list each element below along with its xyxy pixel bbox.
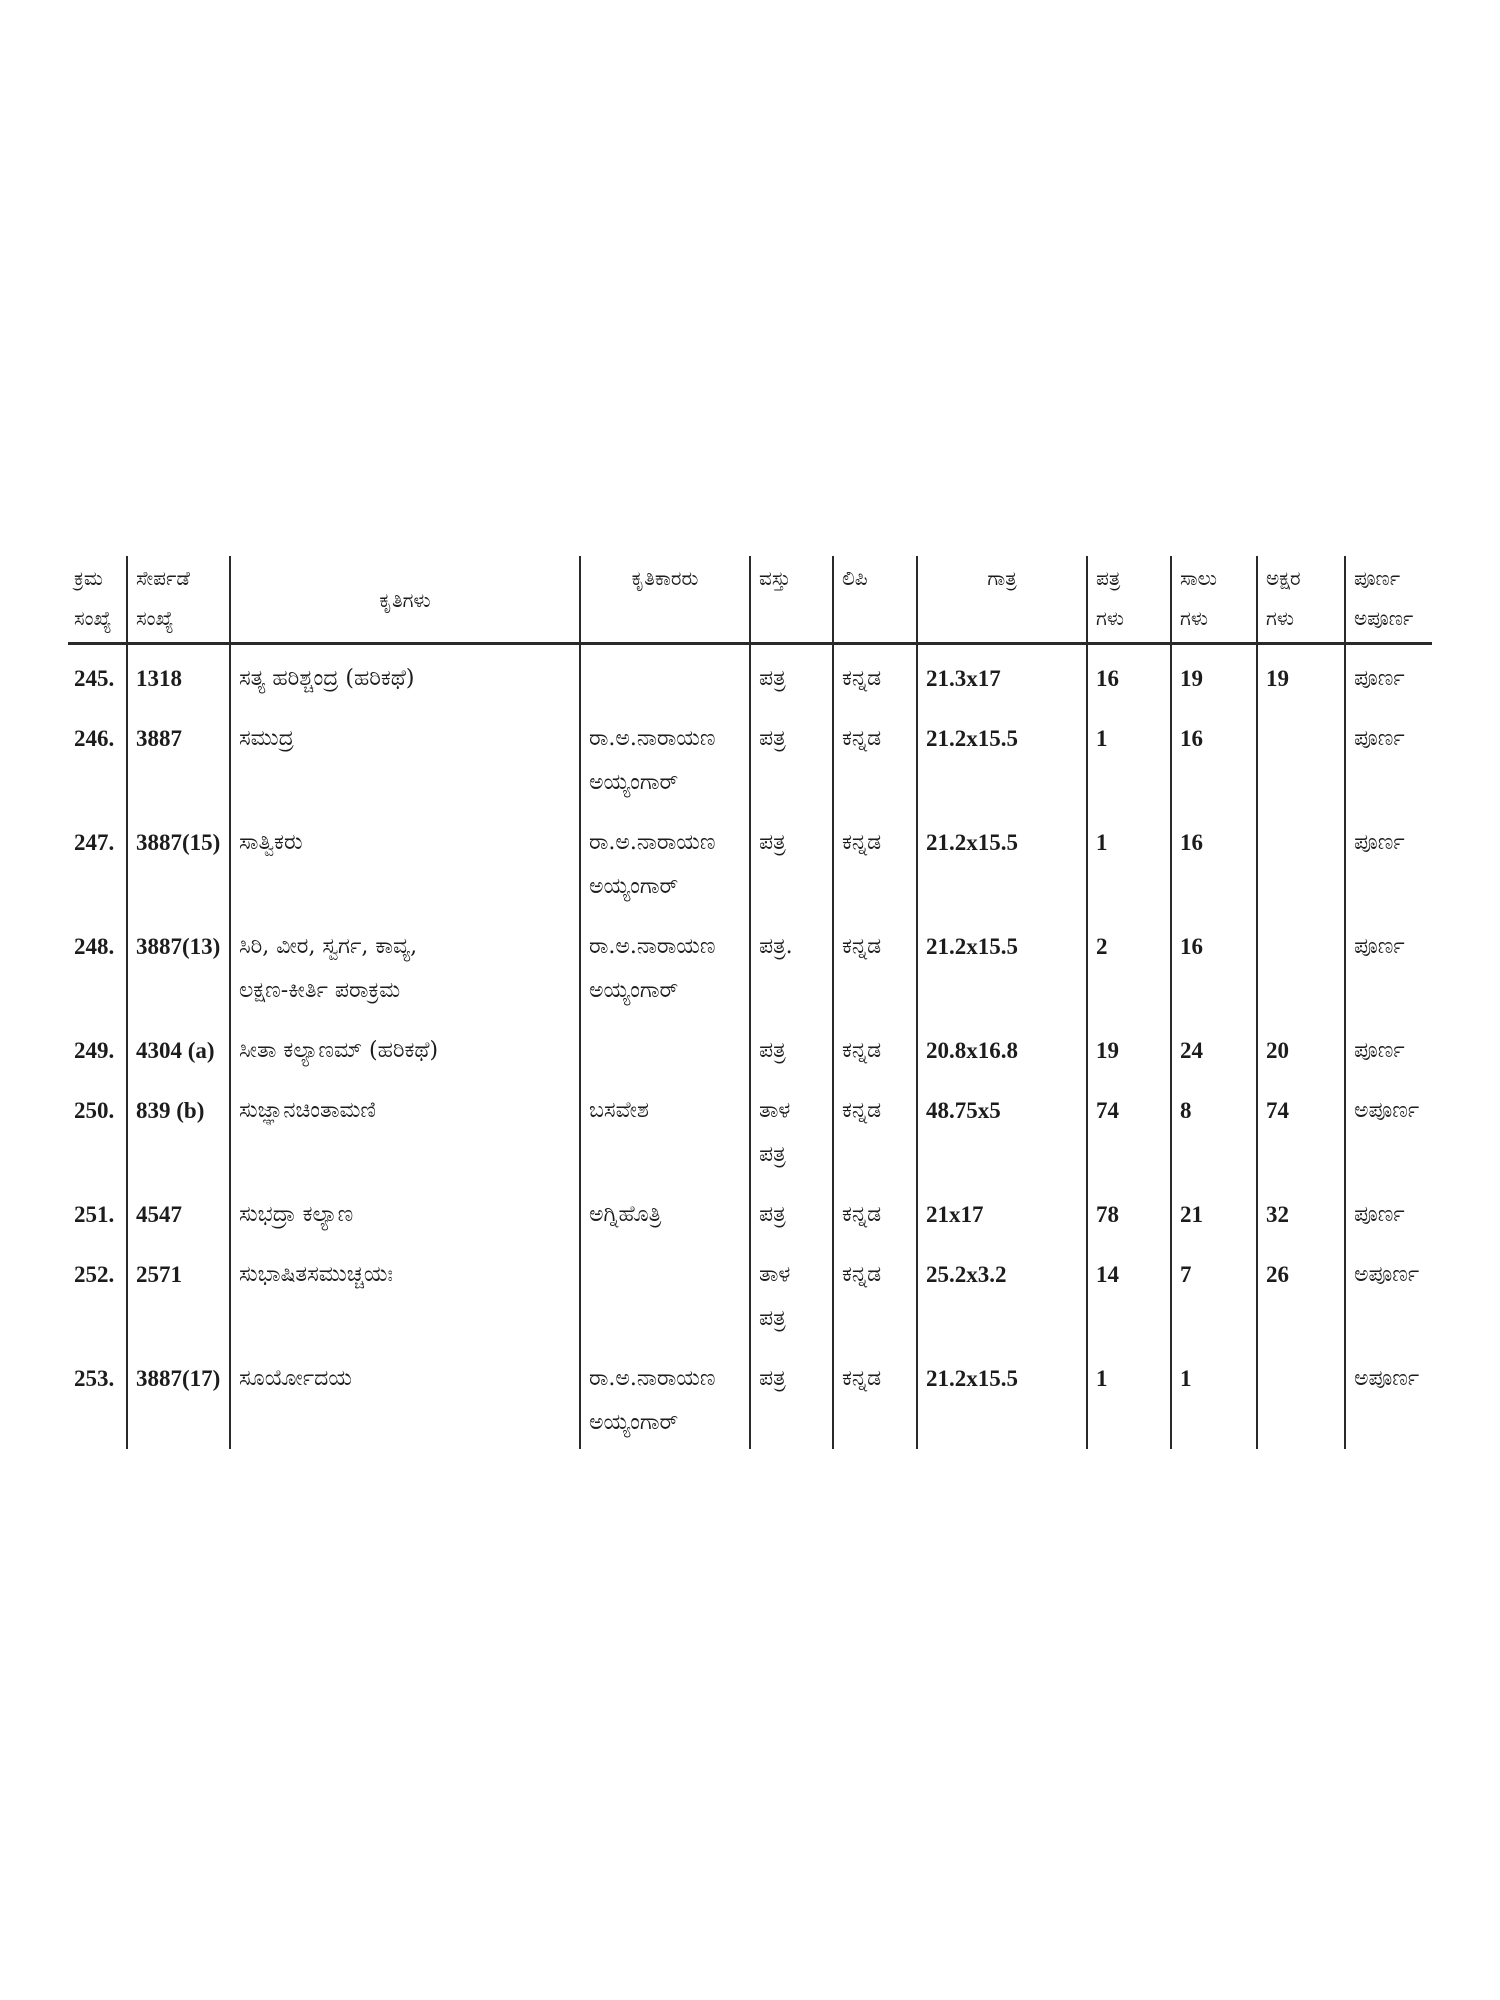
header-serial-number: [68, 556, 127, 644]
material-cell-line: ಪತ್ರ: [759, 726, 786, 751]
leaves-count-cell: 78: [1087, 1181, 1171, 1241]
accession-number-cell: 4547: [127, 1181, 230, 1241]
header-size: ಗಾತ್ರ: [917, 556, 1087, 644]
letters-count-cell: 32: [1257, 1181, 1345, 1241]
size-cell: 20.8x16.8: [917, 1017, 1087, 1077]
author-cell: [580, 913, 750, 1017]
serial-number-cell: 253.: [74, 1366, 115, 1391]
material-cell-line: ತಾಳ: [759, 1098, 791, 1123]
material-cell-line: ಪತ್ರ: [759, 666, 786, 691]
header-status: [1345, 556, 1432, 644]
material-cell: [750, 1077, 833, 1181]
author-cell: [580, 1181, 750, 1241]
header-lines: [1171, 556, 1257, 644]
header-letters: [1257, 556, 1345, 644]
serial-number-cell: 250.: [74, 1098, 115, 1123]
letters-count-cell: 74: [1257, 1077, 1345, 1181]
author-cell: [580, 705, 750, 809]
author-cell-line: ಅಗ್ನಿಹೊತ್ರಿ: [589, 1202, 662, 1227]
completeness-status-cell: ಪೂರ್ಣ: [1345, 1017, 1432, 1077]
size-cell: 21.2x15.5: [917, 913, 1087, 1017]
table-row: [68, 1345, 1432, 1449]
work-title-cell-line: ಸಾತ್ವಿಕರು: [239, 830, 303, 855]
work-title-cell: [230, 1241, 580, 1345]
material-cell-line: ಪತ್ರ: [759, 1202, 786, 1227]
header-letters-line-2: ಗಳು: [1266, 606, 1295, 630]
work-title-cell-line: ಸತ್ಯ ಹರಿಶ್ಚಂದ್ರ (ಹರಿಕಥೆ): [239, 666, 415, 691]
table-header: [68, 556, 1432, 644]
serial-number-cell: 246.: [74, 726, 115, 751]
author-cell-line: ರಾ.ಅ.ನಾರಾಯಣ: [589, 830, 716, 855]
author-cell: [580, 644, 750, 706]
letters-count-cell: 26: [1257, 1241, 1345, 1345]
manuscript-catalog-table: [68, 556, 1432, 1449]
letters-count-cell: [1257, 1345, 1345, 1449]
serial-number-cell: 251.: [74, 1202, 115, 1227]
table-row: [68, 1241, 1432, 1345]
author-cell-line: ಅಯ್ಯಂಗಾರ್: [589, 978, 679, 1003]
material-cell: [750, 913, 833, 1017]
size-cell: 25.2x3.2: [917, 1241, 1087, 1345]
size-cell: 21.2x15.5: [917, 1345, 1087, 1449]
lines-count-cell: 21: [1171, 1181, 1257, 1241]
header-row: [68, 556, 1432, 644]
leaves-count-cell: 19: [1087, 1017, 1171, 1077]
header-lines-line-2: ಗಳು: [1180, 606, 1209, 630]
letters-count-cell: 20: [1257, 1017, 1345, 1077]
header-script: ಲಿಪಿ: [833, 556, 917, 644]
lines-count-cell: 7: [1171, 1241, 1257, 1345]
author-cell-line: ಬಸವೇಶ: [589, 1098, 649, 1123]
size-cell: 21.2x15.5: [917, 705, 1087, 809]
header-leaves: [1087, 556, 1171, 644]
size-cell: 21.2x15.5: [917, 809, 1087, 913]
completeness-status-cell: ಪೂರ್ಣ: [1345, 913, 1432, 1017]
material-cell-line: ಪತ್ರ: [759, 1366, 786, 1391]
work-title-cell: [230, 913, 580, 1017]
completeness-status-cell: ಅಪೂರ್ಣ: [1345, 1345, 1432, 1449]
leaves-count-cell: 16: [1087, 644, 1171, 706]
accession-number-cell: 3887: [127, 705, 230, 809]
table-row: [68, 644, 1432, 706]
author-cell-line: ರಾ.ಅ.ನಾರಾಯಣ: [589, 726, 716, 751]
accession-number-cell: 2571: [127, 1241, 230, 1345]
author-cell: [580, 1345, 750, 1449]
material-cell: [750, 1181, 833, 1241]
work-title-cell-line: ಸಿರಿ, ವೀರ, ಸ್ವರ್ಗ, ಕಾವ್ಯ,: [239, 934, 418, 959]
header-status-line-2: ಅಪೂರ್ಣ: [1354, 606, 1414, 630]
table-row: [68, 1077, 1432, 1181]
serial-number-cell: 247.: [74, 830, 115, 855]
header-leaves-line-2: ಗಳು: [1096, 606, 1125, 630]
table-row: [68, 1181, 1432, 1241]
author-cell-line: ರಾ.ಅ.ನಾರಾಯಣ: [589, 1366, 716, 1391]
lines-count-cell: 16: [1171, 913, 1257, 1017]
leaves-count-cell: 14: [1087, 1241, 1171, 1345]
size-cell: 21.3x17: [917, 644, 1087, 706]
author-cell: [580, 1241, 750, 1345]
author-cell-line: ರಾ.ಅ.ನಾರಾಯಣ: [589, 934, 716, 959]
accession-number-cell: 1318: [127, 644, 230, 706]
header-accession-number: [127, 556, 230, 644]
work-title-cell: [230, 1181, 580, 1241]
header-status-line-1: ಪೂರ್ಣ: [1354, 566, 1401, 590]
material-cell-line: ತಾಳ: [759, 1262, 791, 1287]
lines-count-cell: 16: [1171, 809, 1257, 913]
work-title-cell: [230, 1077, 580, 1181]
header-works: ಕೃತಿಗಳು: [230, 556, 580, 644]
material-cell: [750, 644, 833, 706]
header-material: ವಸ್ತು: [750, 556, 833, 644]
table-row: [68, 913, 1432, 1017]
table-row: [68, 705, 1432, 809]
script-cell: ಕನ್ನಡ: [833, 1345, 917, 1449]
serial-number-cell: 252.: [74, 1262, 115, 1287]
leaves-count-cell: 1: [1087, 809, 1171, 913]
work-title-cell: [230, 1017, 580, 1077]
lines-count-cell: 1: [1171, 1345, 1257, 1449]
lines-count-cell: 16: [1171, 705, 1257, 809]
size-cell: 48.75x5: [917, 1077, 1087, 1181]
letters-count-cell: [1257, 705, 1345, 809]
completeness-status-cell: ಪೂರ್ಣ: [1345, 809, 1432, 913]
work-title-cell-line: ಲಕ್ಷಣ-ಕೀರ್ತಿ ಪರಾಕ್ರಮ: [239, 978, 401, 1003]
leaves-count-cell: 1: [1087, 705, 1171, 809]
accession-number-cell: 4304 (a): [127, 1017, 230, 1077]
script-cell: ಕನ್ನಡ: [833, 809, 917, 913]
work-title-cell-line: ಸಮುದ್ರ: [239, 726, 294, 751]
script-cell: ಕನ್ನಡ: [833, 705, 917, 809]
work-title-cell: [230, 644, 580, 706]
letters-count-cell: [1257, 809, 1345, 913]
table-row: [68, 1017, 1432, 1077]
script-cell: ಕನ್ನಡ: [833, 1077, 917, 1181]
work-title-cell-line: ಸೂರ್ಯೋದಯ: [239, 1366, 352, 1391]
material-cell-line: ಪತ್ರ.: [759, 934, 793, 959]
leaves-count-cell: 1: [1087, 1345, 1171, 1449]
header-serial-line-1: ಕ್ರಮ: [74, 566, 103, 590]
header-authors: ಕೃತಿಕಾರರು: [580, 556, 750, 644]
work-title-cell: [230, 705, 580, 809]
material-cell-line: ಪತ್ರ: [759, 1142, 786, 1167]
script-cell: ಕನ್ನಡ: [833, 1181, 917, 1241]
header-accession-line-1: ಸೇರ್ಪಡೆ: [136, 566, 190, 590]
serial-number-cell: 245.: [74, 666, 115, 691]
author-cell-line: ಅಯ್ಯಂಗಾರ್: [589, 1410, 679, 1435]
table-body: [68, 644, 1432, 1450]
material-cell-line: ಪತ್ರ: [759, 1306, 786, 1331]
header-serial-line-2: ಸಂಖ್ಯೆ: [74, 606, 112, 630]
table-row: [68, 809, 1432, 913]
size-cell: 21x17: [917, 1181, 1087, 1241]
accession-number-cell: 3887(17): [127, 1345, 230, 1449]
header-letters-line-1: ಅಕ್ಷರ: [1266, 566, 1301, 590]
letters-count-cell: [1257, 913, 1345, 1017]
work-title-cell-line: ಸುಭದ್ರಾ ಕಲ್ಯಾಣ: [239, 1202, 354, 1227]
accession-number-cell: 3887(15): [127, 809, 230, 913]
work-title-cell-line: ಸುಜ್ಞಾನಚಿಂತಾಮಣಿ: [239, 1098, 376, 1123]
lines-count-cell: 24: [1171, 1017, 1257, 1077]
material-cell: [750, 705, 833, 809]
author-cell-line: ಅಯ್ಯಂಗಾರ್: [589, 770, 679, 795]
serial-number-cell: 248.: [74, 934, 115, 959]
header-leaves-line-1: ಪತ್ರ: [1096, 566, 1121, 590]
header-accession-line-2: ಸಂಖ್ಯೆ: [136, 606, 174, 630]
serial-number-cell: 249.: [74, 1038, 115, 1063]
leaves-count-cell: 2: [1087, 913, 1171, 1017]
work-title-cell-line: ಸುಭಾಷಿತಸಮುಚ್ಚಯಃ: [239, 1262, 393, 1287]
completeness-status-cell: ಪೂರ್ಣ: [1345, 705, 1432, 809]
completeness-status-cell: ಅಪೂರ್ಣ: [1345, 1077, 1432, 1181]
work-title-cell: [230, 809, 580, 913]
material-cell: [750, 1017, 833, 1077]
leaves-count-cell: 74: [1087, 1077, 1171, 1181]
material-cell-line: ಪತ್ರ: [759, 830, 786, 855]
work-title-cell: [230, 1345, 580, 1449]
completeness-status-cell: ಪೂರ್ಣ: [1345, 644, 1432, 706]
script-cell: ಕನ್ನಡ: [833, 1017, 917, 1077]
lines-count-cell: 19: [1171, 644, 1257, 706]
header-lines-line-1: ಸಾಲು: [1180, 566, 1217, 590]
script-cell: ಕನ್ನಡ: [833, 913, 917, 1017]
letters-count-cell: 19: [1257, 644, 1345, 706]
material-cell-line: ಪತ್ರ: [759, 1038, 786, 1063]
material-cell: [750, 809, 833, 913]
author-cell: [580, 809, 750, 913]
author-cell-line: ಅಯ್ಯಂಗಾರ್: [589, 874, 679, 899]
script-cell: ಕನ್ನಡ: [833, 644, 917, 706]
author-cell: [580, 1077, 750, 1181]
script-cell: ಕನ್ನಡ: [833, 1241, 917, 1345]
accession-number-cell: 3887(13): [127, 913, 230, 1017]
lines-count-cell: 8: [1171, 1077, 1257, 1181]
work-title-cell-line: ಸೀತಾ ಕಲ್ಯಾಣಮ್ (ಹರಿಕಥೆ): [239, 1038, 439, 1063]
completeness-status-cell: ಅಪೂರ್ಣ: [1345, 1241, 1432, 1345]
author-cell: [580, 1017, 750, 1077]
completeness-status-cell: ಪೂರ್ಣ: [1345, 1181, 1432, 1241]
material-cell: [750, 1241, 833, 1345]
accession-number-cell: 839 (b): [127, 1077, 230, 1181]
material-cell: [750, 1345, 833, 1449]
